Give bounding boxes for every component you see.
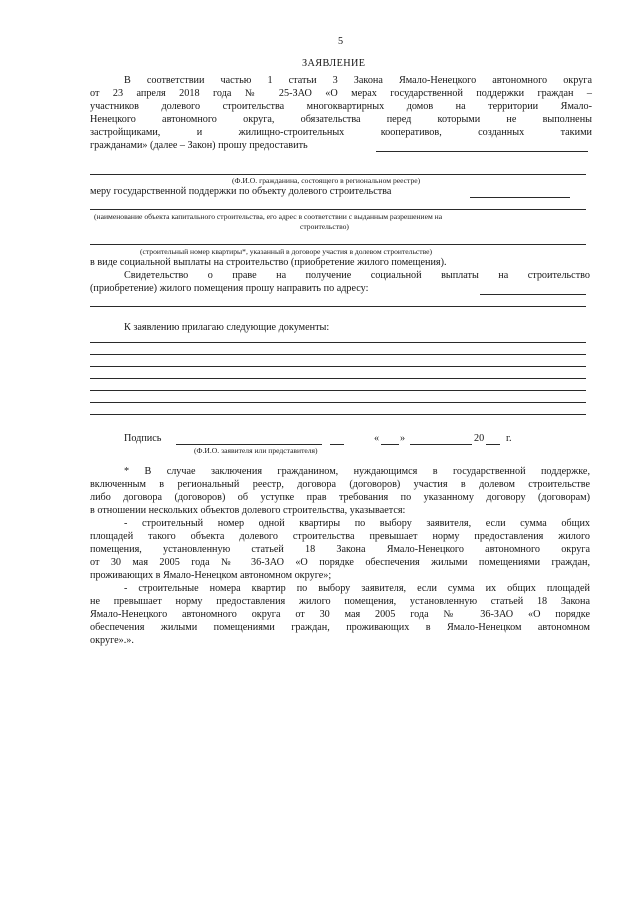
fill-line-recipient[interactable] (376, 151, 588, 152)
footnote-line: * В случае заключения гражданином, нуждающимся в государственной поддержке, (124, 466, 590, 477)
footnote-line: Ямало-Ненецкого автономного округа от 30 мая 2005 года № 36-ЗАО «О порядке (90, 609, 590, 620)
footnote-line: округе».». (90, 635, 134, 646)
intro-line: В соответствии частью 1 статьи 3 Закона Ямало-Ненецкого автономного округа (124, 75, 592, 86)
footnote-line: от 30 мая 2005 года № 36-ЗАО «О порядке обеспечения жилыми помещениями граждан, (90, 557, 590, 568)
date-year-line[interactable] (486, 444, 500, 445)
intro-line: участников долевого строительства многоквартирных домов на территории Ямало- (90, 101, 592, 112)
fill-line-fio[interactable] (90, 174, 586, 175)
date-year-prefix: 20 (474, 433, 485, 444)
fill-line-object[interactable] (470, 197, 570, 198)
attachment-line[interactable] (90, 354, 586, 355)
date-day-line[interactable] (381, 444, 399, 445)
footnote-line: - строительные номера квартир по выбору заявителя, если сумма их общих площадей (124, 583, 590, 594)
caption-object-cont: строительство) (300, 222, 349, 231)
fill-line-address[interactable] (480, 294, 586, 295)
attachment-line[interactable] (90, 378, 586, 379)
attachment-line[interactable] (90, 414, 586, 415)
attachments-label: К заявлению прилагаю следующие документы: (124, 322, 330, 333)
measure-line: меру государственной поддержки по объекту долевого строительства (90, 186, 392, 197)
footnote-line: в отношении нескольких объектов долевого строительства, указывается: (90, 505, 406, 516)
caption-fio: (Ф.И.О. гражданина, состоящего в региональном реестре) (232, 176, 421, 185)
footnote-line: проживающих в Ямало-Ненецком автономном округе»; (90, 570, 332, 581)
certificate-line: Свидетельство о праве на получение социальной выплаты на строительство (124, 270, 590, 281)
footnote-line: - строительный номер одной квартиры по выбору заявителя, если сумма общих (124, 518, 590, 529)
intro-line-last: гражданами» (далее – Закон) прошу предоставить (90, 140, 308, 151)
footnote-line: обеспечения жилыми помещениями граждан, проживающих в Ямало-Ненецком автономном (90, 622, 590, 633)
caption-object: (наименование объекта капитального строительства, его адрес в соответствии с выданным разрешением на (94, 212, 443, 221)
footnote-line: площадей такого объекта долевого строительства превышает норму предоставления жилого (90, 531, 590, 542)
document-title: ЗАЯВЛЕНИЕ (302, 58, 366, 69)
fill-line-apartment[interactable] (90, 244, 586, 245)
signature-label: Подпись (124, 433, 162, 444)
fill-line-address-2[interactable] (90, 306, 586, 307)
attachment-line[interactable] (90, 342, 586, 343)
fill-line-object-2[interactable] (90, 209, 586, 210)
signature-gap-line[interactable] (330, 444, 344, 445)
intro-line: Ненецкого автономного округа, обязательства перед которыми не выполнены (90, 114, 592, 125)
date-year-suffix: г. (506, 433, 512, 444)
intro-line: застройщиками, и жилищно-строительных кооперативов, созданных такими (90, 127, 592, 138)
footnote-line: не превышает норму предоставления жилого помещения, установленную статьей 18 Закона (90, 596, 590, 607)
footnote-line: помещения, установленную статьей 18 Закона Ямало-Ненецкого автономного округа (90, 544, 590, 555)
date-quote-open: « (374, 433, 380, 444)
attachment-line[interactable] (90, 390, 586, 391)
attachment-line[interactable] (90, 366, 586, 367)
page-number: 5 (338, 36, 344, 47)
date-quote-close: » (400, 433, 406, 444)
caption-apartment: (строительный номер квартиры*, указанный в договоре участия в долевом строительстве) (140, 247, 433, 256)
signature-caption: (Ф.И.О. заявителя или представителя) (194, 446, 318, 455)
certificate-line: (приобретение) жилого помещения прошу направить по адресу: (90, 283, 369, 294)
attachment-line[interactable] (90, 402, 586, 403)
signature-line[interactable] (176, 444, 322, 445)
social-payment-text: в виде социальной выплаты на строительство (приобретение жилого помещения). (90, 257, 447, 268)
date-month-line[interactable] (410, 444, 472, 445)
intro-line: от 23 апреля 2018 года № 25-ЗАО «О мерах государственной поддержки граждан – (90, 88, 592, 99)
footnote-line: либо договора (договоров) об уступке прав требования по указанному договору (договорам) (90, 492, 590, 503)
footnote-line: включенным в региональный реестр, договора (договоров) участия в долевом строительстве (90, 479, 590, 490)
